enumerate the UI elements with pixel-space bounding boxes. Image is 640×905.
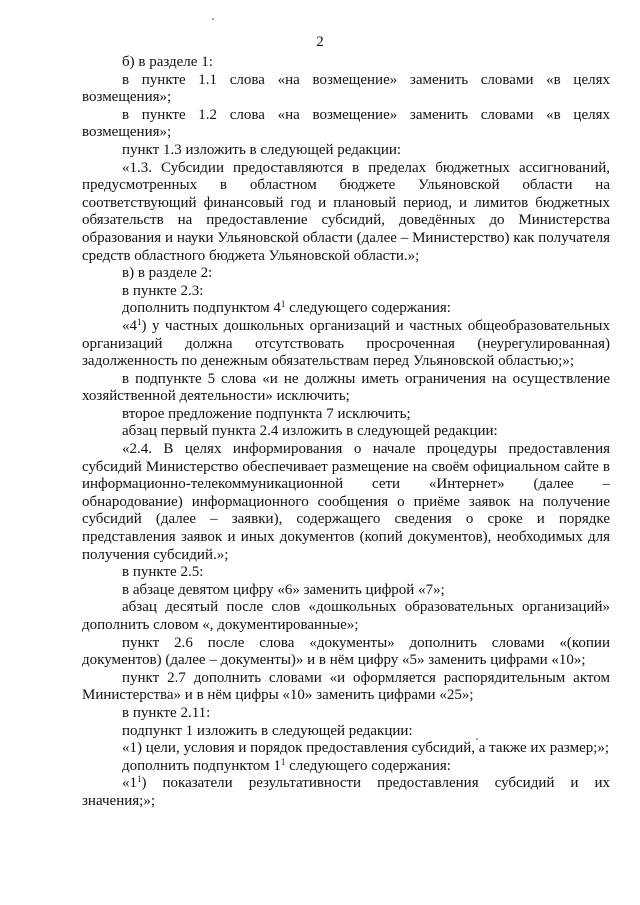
- paragraph: в) в разделе 2:: [122, 265, 213, 282]
- text-run: ) у частных дошкольных организаций и частных общеобразовательных организаций должна отсутствовать просроченная (неурегулированная) задолженность по денежным обязательствам перед Ульяновской областью;»;: [82, 317, 610, 370]
- paragraph: в подпункте 5 слова «и не должны иметь ограничения на осуществление хозяйственной деятельности» исключить;: [82, 370, 610, 405]
- paragraph: пункт 2.6 после слова «документы» дополнить словами «(копии документов) (далее – документы)» и в нём цифру «5» заменить цифрами «10»;: [82, 634, 610, 669]
- superscript: 1: [137, 316, 142, 327]
- text-run: дополнить подпунктом 4: [122, 300, 281, 317]
- superscript: 1: [137, 774, 142, 785]
- text-run: следующего содержания:: [285, 300, 451, 317]
- paragraph: «2.4. В целях информирования о начале процедуры предоставления субсидий Министерство обеспечивает размещение на своём официальном сайте в информационно-телекоммуникационной сети «Интернет» (далее – обнародование) информационного сообщения о приёме заявок на получение субсидий (далее – заявки), содержащего сведения о сроке и порядке представления заявок и иных документов (копий документов), необходимых для получения субсидий.»;: [82, 441, 610, 563]
- paragraph: абзац десятый после слов «дошкольных образовательных организаций» дополнить словом «, документированные»;: [82, 599, 610, 633]
- paragraph: в пункте 2.3:: [122, 282, 204, 299]
- paragraph: пункт 2.7 дополнить словами «и оформляется распорядительным актом Министерства» и в нём цифры «10» заменить цифрами «25»;: [82, 669, 610, 704]
- paragraph: подпункт 1 изложить в следующей редакции:: [122, 722, 413, 739]
- paragraph: второе предложение подпункта 7 исключить;: [122, 405, 411, 422]
- paragraph: пункт 1.3 изложить в следующей редакции:: [122, 141, 402, 158]
- paragraph: б) в разделе 1:: [122, 54, 213, 70]
- scan-speck: [212, 18, 214, 20]
- paragraph: «1.3. Субсидии предоставляются в пределах бюджетных ассигнований, предусмотренных в областном бюджете Ульяновской области на соответствующий финансовый год и плановый период, и лимитов бюджетных обязательств на предоставление субсидий, доведённых до Министерства образования и науки Ульяновской области (далее – Министерство) как получателя средств областного бюджета Ульяновской области.»;: [82, 159, 610, 264]
- text-run: «4: [122, 317, 137, 334]
- paragraph: «1) цели, условия и порядок предоставления субсидий, а также их размер;»;: [122, 740, 610, 757]
- paragraph: [82, 775, 610, 810]
- paragraph: [82, 300, 610, 318]
- page-number: 2: [316, 34, 324, 50]
- text-run: следующего содержания:: [285, 757, 451, 774]
- scan-speck: [476, 738, 478, 740]
- paragraph: [82, 318, 610, 371]
- text-run: ) показатели результативности предоставления субсидий и их значения;»;: [82, 775, 610, 809]
- paragraph: в пункте 2.11:: [122, 704, 211, 721]
- paragraph: [82, 758, 610, 776]
- text-run: дополнить подпунктом 1: [122, 757, 281, 774]
- superscript: 1: [280, 756, 286, 767]
- paragraph: в пункте 1.2 слова «на возмещение» заменить словами «в целях возмещения»;: [82, 106, 610, 141]
- paragraph: в абзаце девятом цифру «6» заменить цифрой «7»;: [122, 581, 445, 598]
- paragraph: абзац первый пункта 2.4 изложить в следующей редакции:: [122, 423, 498, 440]
- paragraph: в пункте 2.5:: [122, 564, 204, 581]
- superscript: 1: [280, 299, 286, 310]
- paragraph: в пункте 1.1 слова «на возмещение» заменить словами «в целях возмещения»;: [82, 71, 610, 106]
- text-run: «1: [122, 775, 137, 792]
- document-body: [82, 54, 610, 811]
